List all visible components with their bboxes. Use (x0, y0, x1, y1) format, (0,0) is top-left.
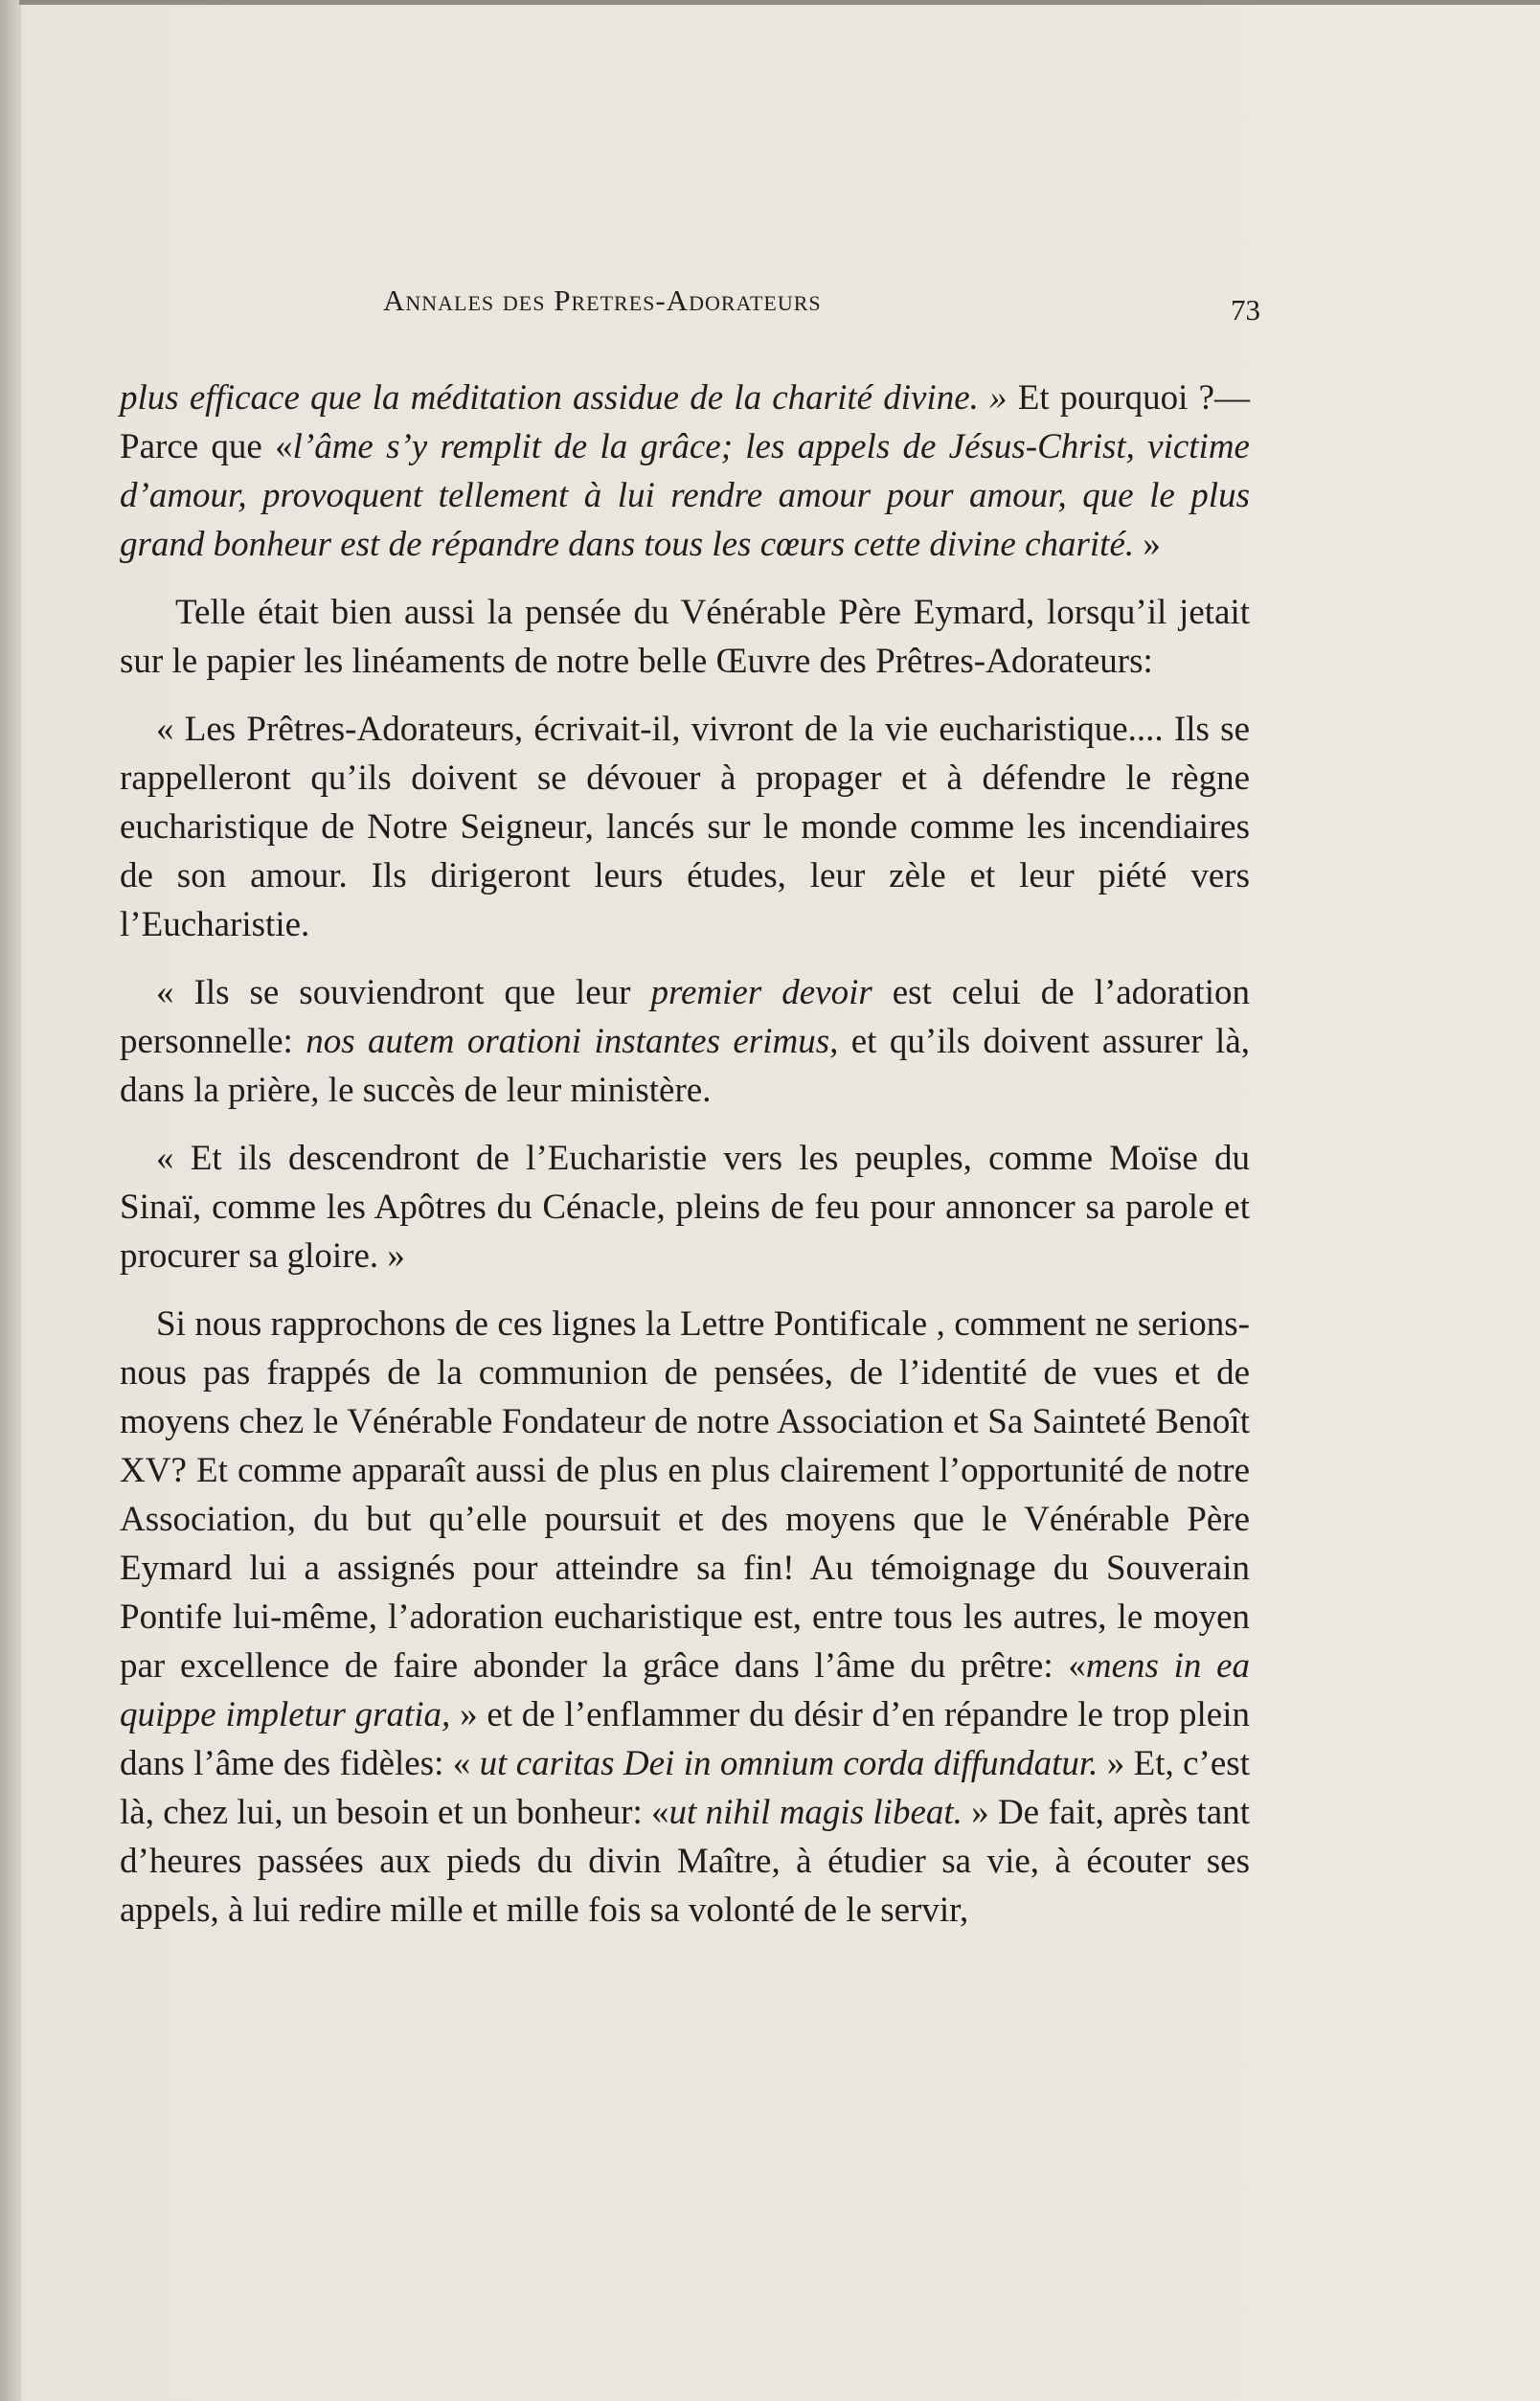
text-run: est celui de l’adoration personnelle: (120, 973, 1250, 1061)
text-run: » (1134, 525, 1161, 564)
italic-run: ut caritas Dei in omnium corda diffundatur. (479, 1744, 1098, 1783)
text-run: « Les Prêtres-Adorateurs, écrivait-il, vivront de la vie eucharistique.... Ils se rappelleront qu’ils doivent se dévouer à propager et à défendre le règne eucharistique de Notre Seigneur, lancés sur le monde comme les incendiaires de son amour. Ils dirigeront leurs études, leur zèle et leur piété vers l’Eucharistie. (120, 710, 1250, 944)
italic-run: nos autem orationi instantes erimus, (306, 1022, 839, 1061)
text-run: « Et ils descendront de l’Eucharistie vers les peuples, comme Moïse du Sinaï, comme les Apôtres du Cénacle, pleins de feu pour annoncer sa parole et procurer sa gloire. » (120, 1139, 1250, 1276)
running-head: Annales des Pretres-Adorateurs (383, 283, 822, 317)
text-run: et qu’ils doivent assurer là, dans la prière, le succès de leur ministère. (120, 1022, 1250, 1110)
text-run: « Ils se souviendront que leur (156, 973, 651, 1012)
text-run: » Et, c’est là, chez lui, un besoin et un bonheur: « (120, 1744, 1250, 1832)
text-run: » et de l’enflammer du désir d’en répandre le trop plein dans l’âme des fidèles: « (120, 1695, 1250, 1783)
text-run: Et pourquoi ?— Parce que « (120, 378, 1250, 466)
book-spine-shadow (0, 0, 21, 2401)
page-number: 73 (1231, 293, 1260, 327)
paragraph (120, 705, 1250, 949)
italic-run: premier devoir (650, 973, 872, 1012)
italic-run: ut nihil magis libeat. (668, 1793, 962, 1832)
text-run: Telle était bien aussi la pensée du Vénérable Père Eymard, lorsqu’il jetait sur le papier les linéaments de notre belle Œuvre des Prêtres-Adorateurs: (120, 593, 1250, 681)
paragraph (120, 968, 1250, 1115)
body-text (120, 374, 1250, 1954)
italic-run: l’âme s’y remplit de la grâce; les appels de Jésus-Christ, victime d’amour, provoquent tellement à lui rendre amour pour amour, que le plus grand bonheur est de répandre dans tous les cœurs cette divine charité. (120, 427, 1250, 564)
paragraph (120, 588, 1250, 686)
paragraph (120, 374, 1250, 569)
text-run: Si nous rapprochons de ces lignes la Lettre Pontificale , comment ne serions-nous pas frappés de la communion de pensées, de l’identité de vues et de moyens chez le Vénérable Fondateur de notre Association et Sa Sainteté Benoît XV? Et comme apparaît aussi de plus en plus clairement l’opportunité de notre Association, du but qu’elle poursuit et des moyens que le Vénérable Père Eymard lui a assignés pour atteindre sa fin! Au témoignage du Souverain Pontife lui-même, l’adoration eucharistique est, entre tous les autres, le moyen par excellence de faire abonder la grâce dans l’âme du prêtre: « (120, 1304, 1250, 1686)
paragraph (120, 1134, 1250, 1280)
italic-run: mens in ea quippe impletur gratia, (120, 1646, 1250, 1734)
top-edge-rule (19, 0, 1540, 5)
italic-run: plus efficace que la méditation assidue de la charité divine. » (120, 378, 1008, 418)
paragraph (120, 1300, 1250, 1935)
text-run: » De fait, après tant d’heures passées aux pieds du divin Maître, à étudier sa vie, à écouter ses appels, à lui redire mille et mille fois sa volonté de le servir, (120, 1793, 1251, 1930)
